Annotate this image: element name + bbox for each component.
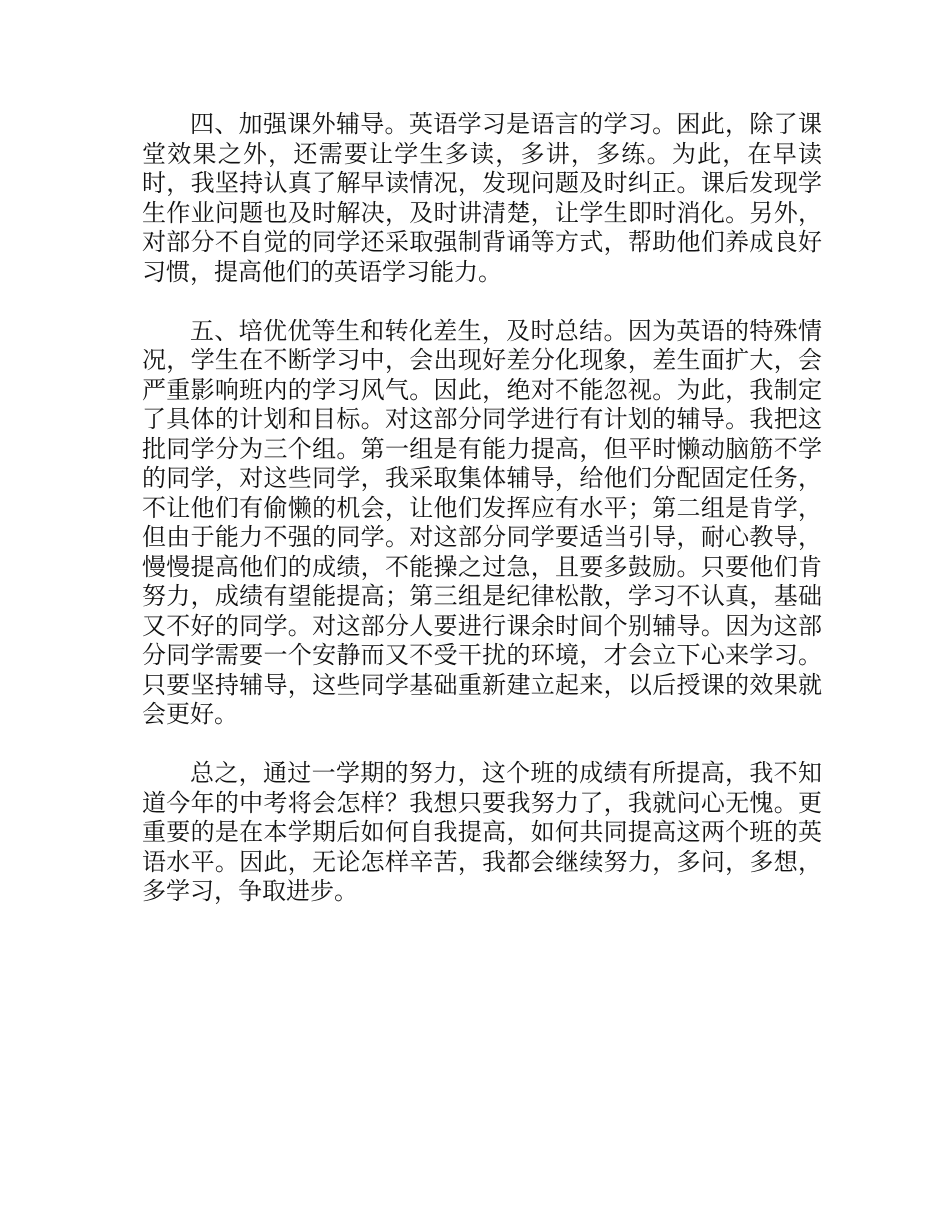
paragraph-tutoring: 四、加强课外辅导。英语学习是语言的学习。困此，除了课堂效果之外，还需要让学生多读，多讲，多练。为此，在早读时，我坚持认真了解早读情况，发现问题及时纠正。课后发现学生作业问题也及时解决，及时讲清楚，让学生即时消化。另外，对部分不自觉的同学还采取强制背诵等方式，帮助他们养成良好习惯，提高他们的英语学习能力。	[142, 110, 822, 286]
paragraph-student-groups: 五、培优优等生和转化差生，及时总结。因为英语的特殊情况，学生在不断学习中，会出现好差分化现象，差生面扩大，会严重影响班内的学习风气。因此，绝对不能忽视。为此，我制定了具体的计划和目标。对这部分同学进行有计划的辅导。我把这批同学分为三个组。第一组是有能力提高，但平时懒动脑筋不学的同学，对这些同学，我采取集体辅导，给他们分配固定任务，不让他们有偷懒的机会，让他们发挥应有水平；第二组是肯学，但由于能力不强的同学。对这部分同学要适当引导，耐心教导，慢慢提高他们的成绩，不能操之过急，且要多鼓励。只要他们肯努力，成绩有望能提高；第三组是纪律松散，学习不认真，基础又不好的同学。对这部分人要进行课余时间个别辅导。因为这部分同学需要一个安静而又不受干扰的环境，才会立下心来学习。只要坚持辅导，这些同学基础重新建立起来，以后授课的效果就会更好。	[142, 316, 822, 728]
paragraph-summary: 总之，通过一学期的努力，这个班的成绩有所提高，我不知道今年的中考将会怎样？我想只要我努力了，我就问心无愧。更重要的是在本学期后如何自我提高，如何共同提高这两个班的英语水平。因此，无论怎样辛苦，我都会继续努力，多问，多想，多学习，争取进步。	[142, 759, 822, 905]
document-body	[142, 110, 822, 907]
